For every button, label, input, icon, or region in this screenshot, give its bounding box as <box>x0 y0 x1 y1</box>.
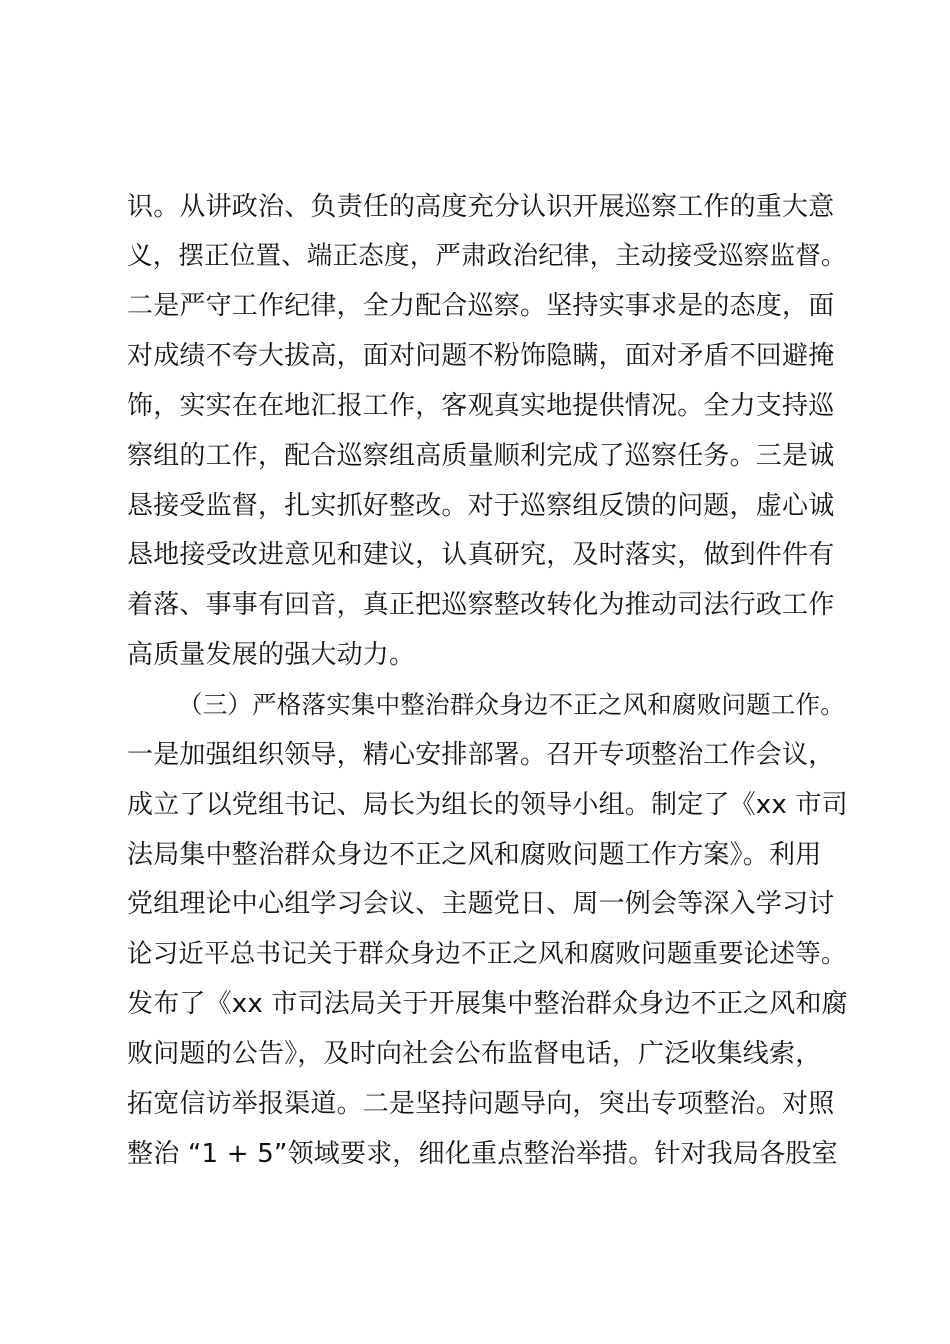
text-line: 败问题的公告》，及时向社会公布监督电话，广泛收集线索， <box>127 1039 822 1069</box>
text-line: 饰，实实在在地汇报工作，客观真实地提供情况。全力支持巡 <box>127 391 835 421</box>
text-line: 义，摆正位置、端正态度，严肃政治纪律，主动接受巡察监督。 <box>127 241 847 271</box>
text-line: 察组的工作，配合巡察组高质量顺利完成了巡察任务。三是诚 <box>127 441 835 471</box>
text-line: 论习近平总书记关于群众身边不正之风和腐败问题重要论述等。 <box>127 939 847 969</box>
text-line: 高质量发展的强大动力。 <box>127 640 416 670</box>
text-line: 对成绩不夸大拔高，面对问题不粉饰隐瞒，面对矛盾不回避掩 <box>127 341 835 371</box>
section-heading: （三）严格落实集中整治群众身边不正之风和腐败问题工作。 <box>178 690 845 719</box>
text-line: 党组理论中心组学习会议、主题党日、周一例会等深入学习讨 <box>127 889 835 919</box>
text-line: 恳地接受改进意见和建议，认真研究，及时落实，做到件件有 <box>127 540 835 570</box>
text-line: 着落、事事有回音，真正把巡察整改转化为推动司法行政工作 <box>127 590 835 620</box>
text-line: 恳接受监督，扎实抓好整改。对于巡察组反馈的问题，虚心诚 <box>127 491 835 521</box>
text-line: 法局集中整治群众身边不正之风和腐败问题工作方案》。利用 <box>127 840 822 870</box>
text-line: 整治 “1 + 5”领域要求，细化重点整治举措。针对我局各股室 <box>127 1139 838 1169</box>
text-line: 一是加强组织领导，精心安排部署。召开专项整治工作会议， <box>127 740 835 770</box>
text-line: 发布了《xx 市司法局关于开展集中整治群众身边不正之风和腐 <box>127 989 848 1019</box>
text-line: 成立了以党组书记、局长为组长的领导小组。制定了《xx 市司 <box>127 790 848 820</box>
text-line: 拓宽信访举报渠道。二是坚持问题导向，突出专项整治。对照 <box>127 1089 835 1119</box>
text-line: 识。从讲政治、负责任的高度充分认识开展巡察工作的重大意 <box>127 192 835 222</box>
text-line: 二是严守工作纪律，全力配合巡察。坚持实事求是的态度，面 <box>127 291 835 321</box>
